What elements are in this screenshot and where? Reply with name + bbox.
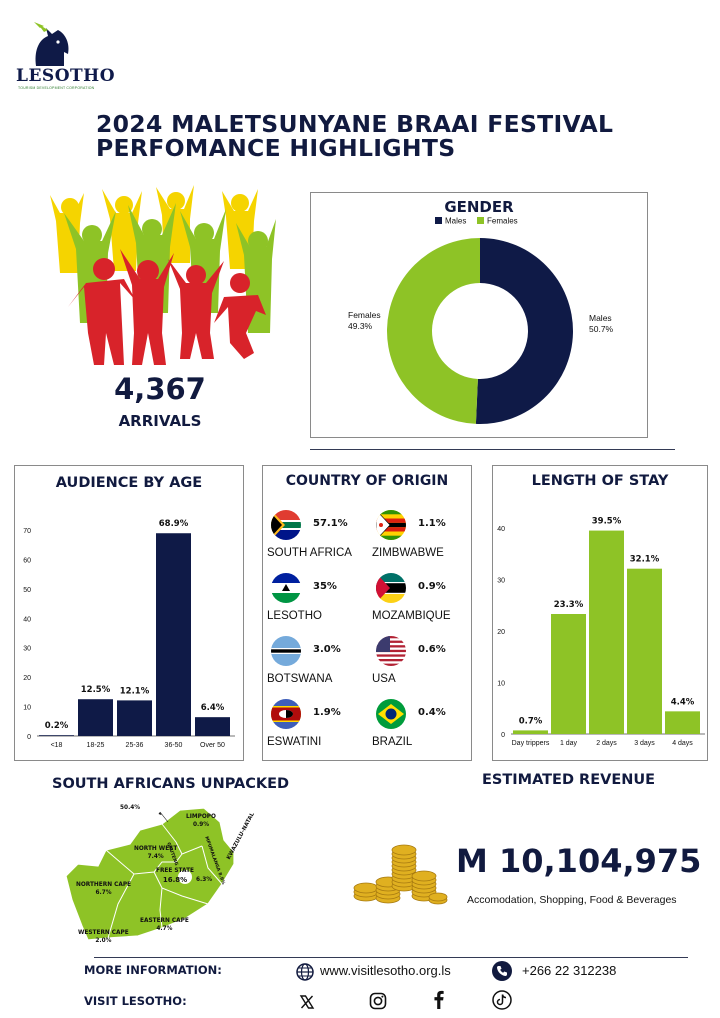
arrivals-number: 4,367 [114,372,206,406]
gender-donut-chart [311,215,646,435]
lesotho-flag-icon [271,573,301,603]
country-panel [262,465,472,761]
arrivals-label: ARRIVALS [118,412,202,430]
tiktok-icon[interactable] [492,990,512,1010]
x-tick-label: 3 days [634,740,655,747]
callout-label: 50.4% [120,805,141,811]
visit-label: VISIT LESOTHO: [84,994,187,1008]
country-name: USA [372,673,396,685]
bar-value-label: 12.1% [119,686,150,697]
bar-value-label: 6.4% [200,703,225,714]
province-free-state: FREE STATE 16.8% [156,868,194,884]
province-gauteng: GAUTENG [165,842,179,867]
slice-label-males: Males 50.7% [589,313,614,334]
donut-slice-females [387,238,480,424]
x-tick-label: 18-25 [86,742,105,749]
revenue-amount: M 10,104,975 [456,842,702,880]
country-name: SOUTH AFRICA [267,547,352,559]
stay-bar-chart [493,500,706,758]
stay-title: LENGTH OF STAY [531,473,669,489]
bar-value-label: 4.4% [670,697,695,708]
country-item [265,699,365,759]
phone-icon [492,961,512,981]
x-tick-label: 36-50 [164,742,183,749]
country-item [265,510,365,570]
y-tick-label: 0 [27,734,31,741]
y-tick-label: 30 [497,577,505,585]
bar-value-label: 23.3% [553,600,584,611]
page-title-line-2: PERFOMANCE HIGHLIGHTS [96,134,456,162]
province-western-cape: WESTERN CAPE 2.0% [78,930,129,944]
x-tick-label: 25-36 [125,742,144,749]
legend-swatch [477,217,484,224]
bar [195,717,230,736]
country-percent: 0.9% [418,581,446,592]
bar-value-label: 0.7% [518,716,543,727]
country-item [265,573,365,633]
y-tick-label: 10 [23,704,31,712]
y-tick-label: 40 [497,526,505,533]
footer-divider [94,957,688,958]
eswatini-flag-icon [271,699,301,729]
bar-value-label: 39.5% [591,516,622,527]
country-percent: 35% [313,581,337,592]
bar-value-label: 68.9% [158,519,189,530]
province-limpopo: LIMPOPO 0.9% [186,814,216,828]
legend-label: Females [487,216,518,226]
country-name: ZIMBWABWE [372,547,444,559]
bar [117,700,152,736]
country-percent: 0.6% [418,644,446,655]
country-name: BRAZIL [372,736,413,748]
country-grid [263,510,471,760]
y-tick-label: 0 [501,732,505,739]
gender-panel [310,192,648,438]
x-tick-label: Over 50 [200,742,225,749]
south-africa-map [58,800,256,950]
legend-label: Males [445,216,467,226]
bar [78,699,113,736]
country-name: ESWATINI [267,736,322,748]
x-tick-label: 2 days [596,740,617,747]
page-title-line-1: 2024 MALETSUNYANE BRAAI FESTIVAL [96,110,614,138]
gold-coins-icon [352,840,448,906]
country-percent: 57.1% [313,518,348,529]
revenue-title: ESTIMATED REVENUE [482,772,656,788]
country-percent: 3.0% [313,644,341,655]
logo-word: LESOTHO [16,66,116,86]
country-percent: 1.1% [418,518,446,529]
y-tick-label: 50 [23,586,31,594]
bar [551,614,586,734]
country-percent: 0.4% [418,707,446,718]
instagram-icon[interactable] [368,991,388,1011]
logo-tagline: TOURISM DEVELOPMENT CORPORATION [18,86,95,90]
horse-logo-icon [14,22,104,68]
slice-label-females: Females 49.3% [348,310,381,331]
divider [310,449,675,450]
phone-number: +266 22 312238 [522,963,617,978]
province-northern-cape: NORTHERN CAPE 6.7% [76,882,132,896]
country-percent: 1.9% [313,707,341,718]
stay-panel [492,465,708,761]
bar [156,533,191,736]
facebook-icon[interactable] [429,989,449,1009]
y-tick-label: 30 [23,645,31,653]
y-tick-label: 40 [23,616,31,624]
country-item [370,636,470,696]
country-name: LESOTHO [267,610,322,622]
country-item [265,636,365,696]
x-tick-label: <18 [50,742,63,749]
x-tick-label: Day trippers [511,740,550,747]
donut-slice-males [476,238,573,424]
bar [627,569,662,734]
bar-value-label: 0.2% [44,721,69,732]
province-kwazulu-natal: KWAZULU-NATAL [226,811,256,861]
province-north-west: NORTH WEST 7.4% [134,846,178,860]
y-tick-label: 20 [497,629,505,636]
revenue-breakdown: Accomodation, Shopping, Food & Beverages [467,894,677,906]
more-info-label: MORE INFORMATION: [84,963,222,977]
globe-icon [295,962,315,982]
bar-value-label: 12.5% [80,685,111,696]
brazil-flag-icon [376,699,406,729]
gender-title: GENDER [444,198,514,216]
usa-flag-icon [376,636,406,666]
country-item [370,573,470,633]
y-tick-label: 60 [23,557,31,565]
bar-value-label: 32.1% [629,554,660,565]
bar [39,735,74,736]
province-eastern-cape: EASTERN CAPE 4.7% [140,918,189,932]
age-title: AUDIENCE BY AGE [55,475,203,491]
south-africa-flag-icon [271,510,301,540]
y-tick-label: 10 [497,680,505,688]
bar [665,711,700,734]
x-twitter-icon[interactable] [297,992,317,1012]
lesotho-logo [14,22,116,92]
age-panel [14,465,244,761]
province-mpumalanga: MPUMALANGA 8.9% [203,836,226,886]
sa-title: SOUTH AFRICANS UNPACKED [52,776,290,792]
x-tick-label: 1 day [559,740,578,747]
zimbabwe-flag-icon [376,510,406,540]
y-tick-label: 20 [23,675,31,683]
x-tick-label: 4 days [672,740,693,747]
mozambique-flag-icon [376,573,406,603]
age-bar-chart [15,500,242,758]
bar [589,531,624,734]
crowd-illustration [44,183,280,365]
y-tick-label: 70 [23,528,31,535]
country-name: BOTSWANA [267,673,333,685]
botswana-flag-icon [271,636,301,666]
country-title: COUNTRY OF ORIGIN [285,473,449,489]
country-item [370,510,470,570]
website-link[interactable]: www.visitlesotho.org.ls [320,963,451,978]
country-item [370,699,470,759]
country-name: MOZAMBIQUE [372,610,451,622]
legend-swatch [435,217,442,224]
province-kzn-pct: 6.3% [196,877,213,883]
bar [513,730,548,734]
